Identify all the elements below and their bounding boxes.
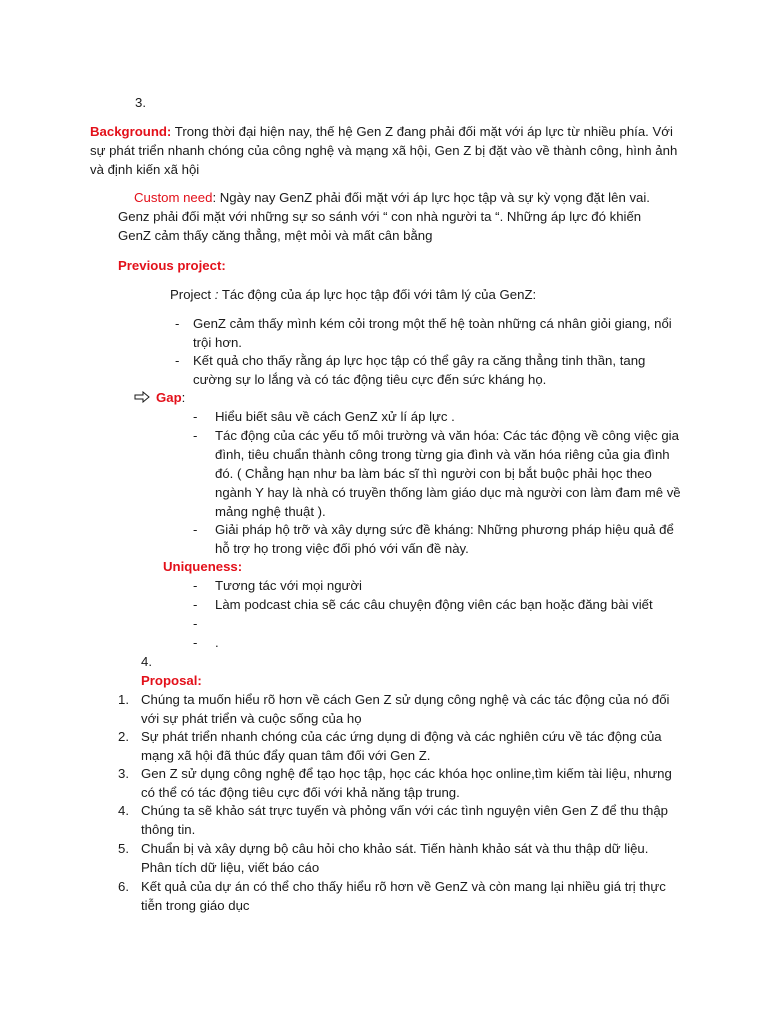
uniqueness-label: Uniqueness: <box>163 559 243 574</box>
project-text: Tác động của áp lực học tập đối với tâm lý của GenZ: <box>218 287 537 302</box>
proposal-item-text: Chúng ta muốn hiểu rõ hơn về cách Gen Z sử dụng công nghệ và các tác động của nó đối với sự phát triển và cuộc sống của họ <box>141 692 670 726</box>
list-item-text: Tương tác với mọi người <box>215 578 362 593</box>
dash-bullet: - <box>193 522 198 537</box>
dash-bullet: - <box>193 409 198 424</box>
custom-need-text: : Ngày nay GenZ phải đối mặt với áp lực học tập và sự kỳ vọng đặt lên vai. Genz phải đối mặt với những sự so sánh với “ con nhà người ta “. Những áp lực đó khiến GenZ cảm thấy căng thẳng, mệt mỏi và mất cân bằng <box>118 190 650 243</box>
dash-bullet: - <box>193 428 198 443</box>
background-label: Background: <box>90 124 172 139</box>
proposal-item-text: Kết quả của dự án có thể cho thấy hiểu rõ hơn về GenZ và còn mang lại nhiều giá trị thực tiễn trong giáo dục <box>141 879 666 913</box>
list-item-text: Kết quả cho thấy rằng áp lực học tập có thể gây ra căng thẳng tinh thần, tang cường sự lo lắng và có tác động tiêu cực đến sức kháng họ. <box>193 353 646 387</box>
project-prefix: Project <box>170 287 215 302</box>
list-item-text: Giải pháp hộ trỡ và xây dựng sức đề kháng: Những phương pháp hiệu quả để hỗ trợ họ trong việc đối phó với vấn đề này. <box>215 522 674 556</box>
proposal-item-text: Sự phát triển nhanh chóng của các ứng dụng di động và các nghiên cứu về tác động của mạng xã hội đã thúc đẩy quan tâm đối với Gen Z. <box>141 729 662 763</box>
proposal-item-text: Gen Z sử dụng công nghệ để tạo học tập, học các khóa học online,tìm kiếm tài liệu, nhưng có thể có tác động tiêu cực đối với khả năng tập trung. <box>141 766 672 800</box>
list-item-text: Tác động của các yếu tố môi trường và văn hóa: Các tác động về công việc gia đình, tiêu chuẩn thành công trong từng gia đình và văn hóa riêng của gia đình đó. ( Chẳng hạn như ba làm bác sĩ thì người con bị bắt buộc phải học theo ngành Y hay là nhà có truyền thống làm giáo dục mà người con làm đam mê về mảng nghệ thuật ). <box>215 428 681 519</box>
background-paragraph <box>90 122 682 179</box>
section-number-3: 3. <box>135 95 146 110</box>
list-item-text: Làm podcast chia sẽ các câu chuyện động viên các bạn hoặc đăng bài viết <box>215 597 653 612</box>
project-colon: : <box>214 287 219 302</box>
proposal-item-number: 1. <box>118 692 129 707</box>
list-item-text: GenZ cảm thấy mình kém cỏi trong một thế hệ toàn những cá nhân giỏi giang, nổi trội hơn. <box>193 316 672 350</box>
proposal-item-number: 4. <box>118 803 129 818</box>
dash-bullet: - <box>193 597 198 612</box>
gap-heading <box>134 388 185 407</box>
gap-label: Gap <box>156 390 182 405</box>
arrow-right-icon <box>134 391 150 403</box>
project-line <box>170 285 670 304</box>
background-text: Trong thời đại hiện nay, thế hệ Gen Z đang phải đối mặt với áp lực từ nhiều phía. Với sự phát triển nhanh chóng của công nghệ và mạng xã hội, Gen Z bị đặt vào về thành công, hình ảnh và định kiến xã hội <box>90 124 678 177</box>
proposal-item-number: 2. <box>118 729 129 744</box>
dash-bullet: - <box>175 353 180 368</box>
list-item-text: Hiểu biết sâu về cách GenZ xử lí áp lực . <box>215 409 455 424</box>
proposal-item-number: 6. <box>118 879 129 894</box>
dash-bullet: - <box>193 635 198 650</box>
proposal-item-text: Chuẩn bị và xây dựng bộ câu hỏi cho khảo sát. Tiến hành khảo sát và thu thập dữ liệu. Phân tích dữ liệu, viết báo cáo <box>141 841 649 875</box>
dash-bullet: - <box>175 316 180 331</box>
proposal-item-text: Chúng ta sẽ khảo sát trực tuyến và phỏng vấn với các tình nguyện viên Gen Z để thu thập thông tin. <box>141 803 668 837</box>
custom-need-paragraph <box>118 188 674 245</box>
previous-project-label: Previous project: <box>118 258 226 273</box>
dash-bullet: - <box>193 578 198 593</box>
proposal-item-number: 3. <box>118 766 129 781</box>
custom-need-label: Custom need <box>134 190 213 205</box>
proposal-label: Proposal: <box>141 673 202 688</box>
list-item-text: . <box>215 635 219 650</box>
section-number-4: 4. <box>141 654 152 669</box>
dash-bullet: - <box>193 616 198 631</box>
proposal-item-number: 5. <box>118 841 129 856</box>
gap-colon: : <box>181 390 186 405</box>
